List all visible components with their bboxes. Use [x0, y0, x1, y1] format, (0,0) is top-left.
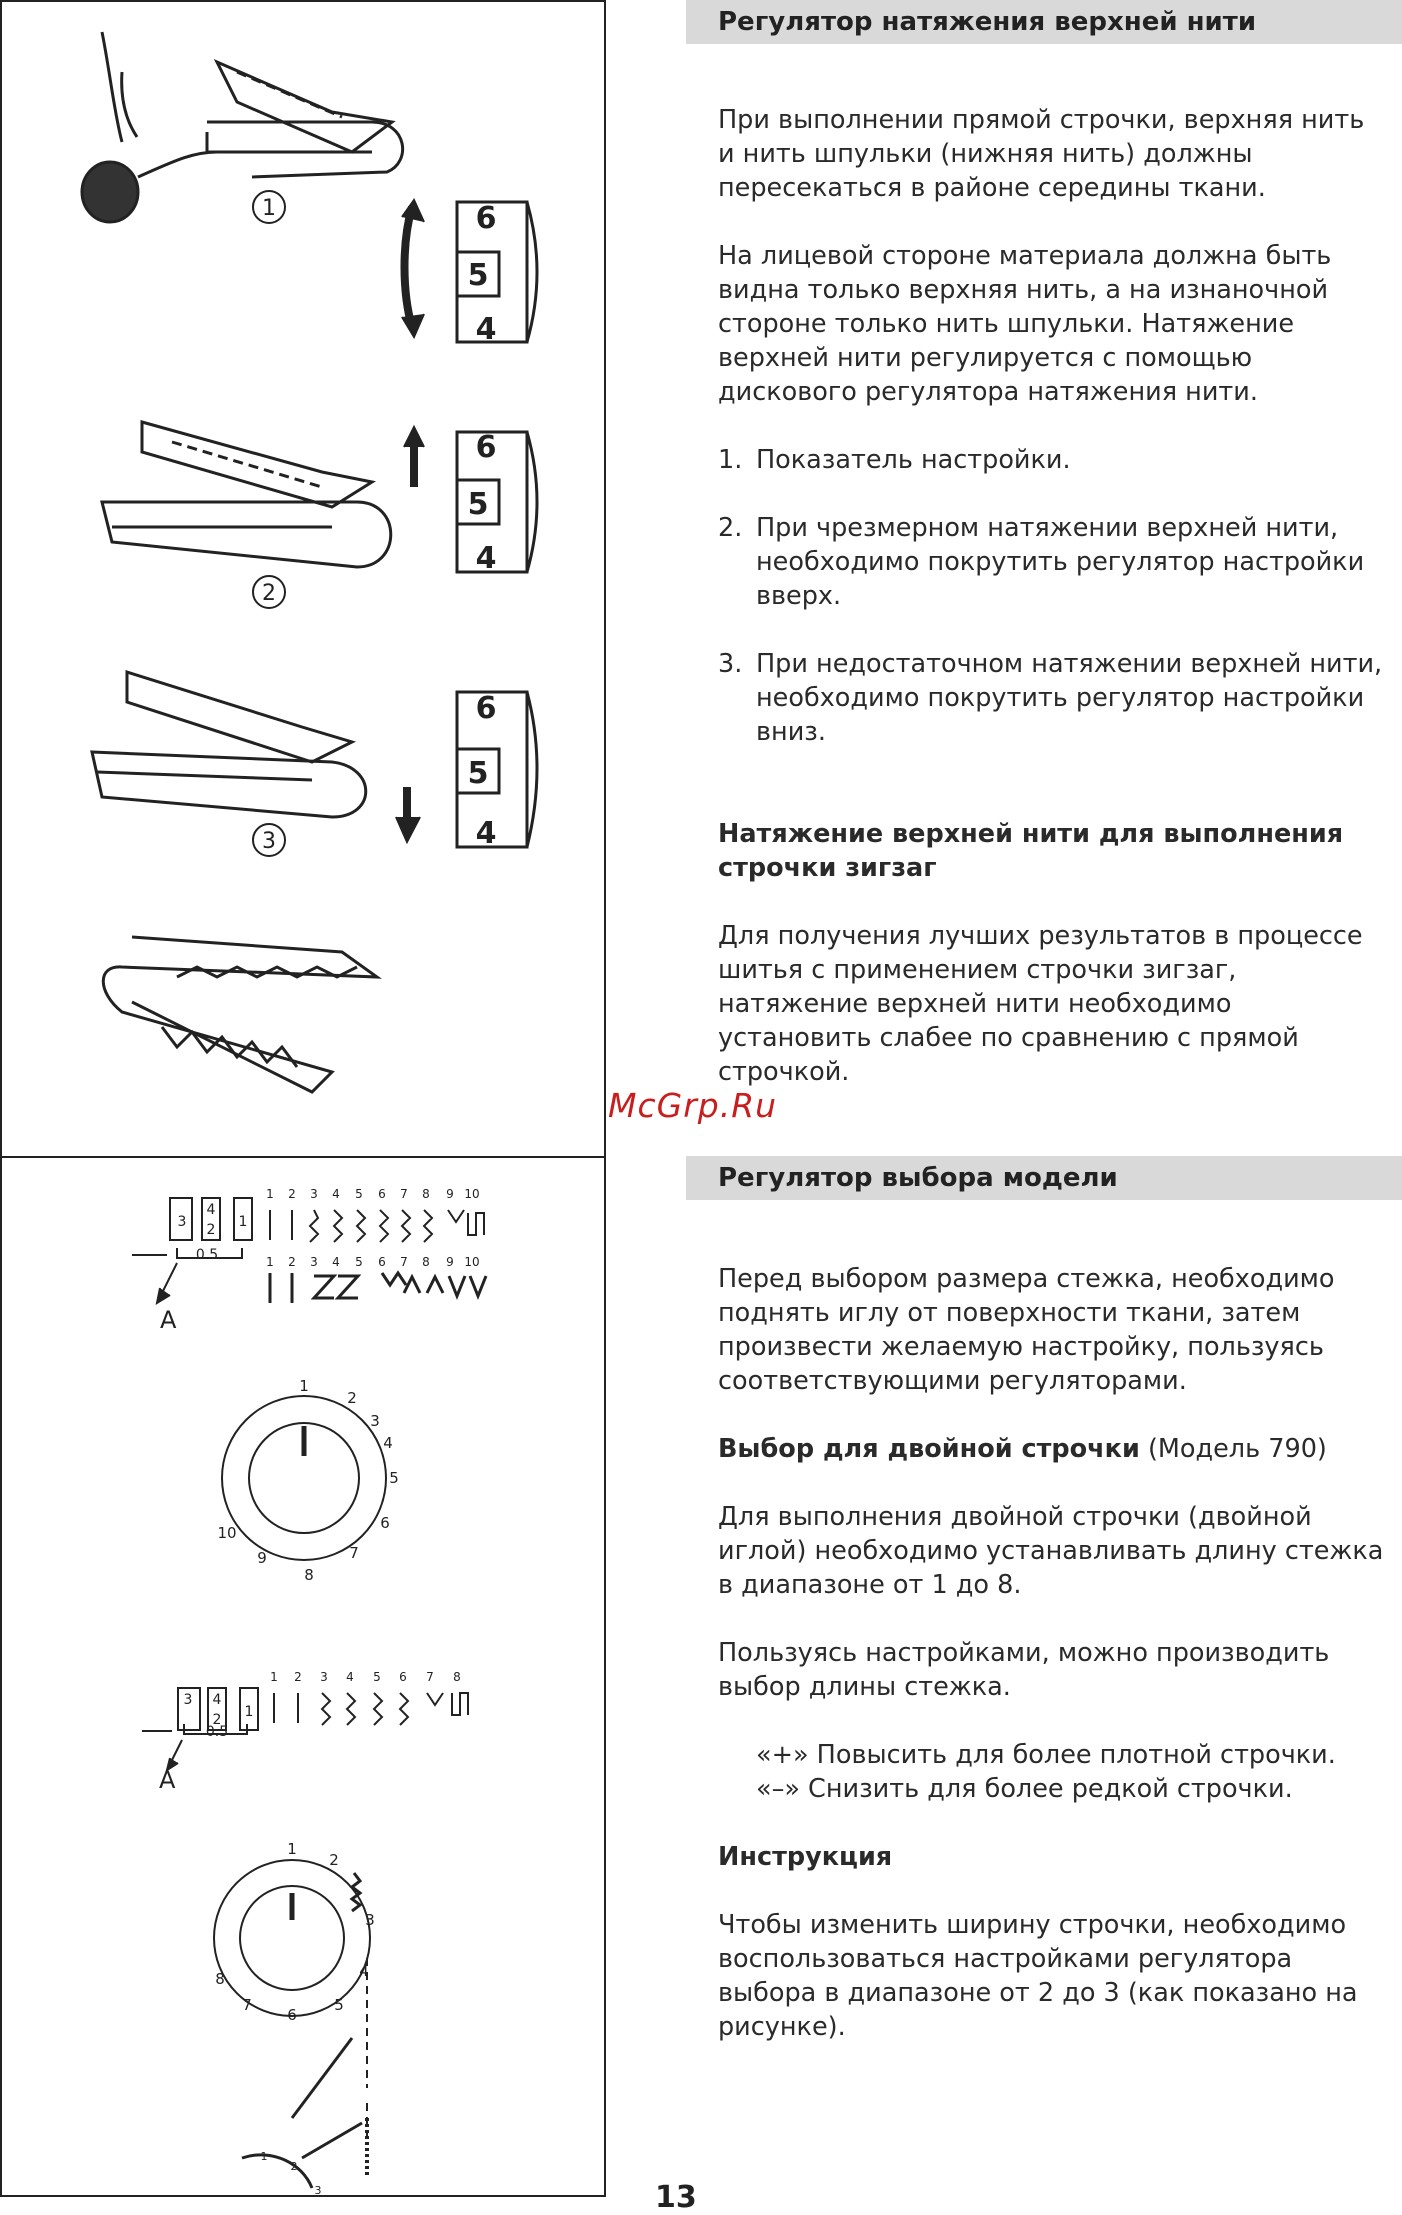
dial1-num-8: 8 — [304, 1566, 314, 1584]
upper-tension-para1: При выполнении прямой строчки, верхняя нить и нить шпульки (нижняя нить) должны пересекаться в районе середины ткани. — [718, 105, 1365, 203]
dial2-num-1: 1 — [287, 1840, 297, 1858]
tension-item-1-num: 1. — [718, 445, 743, 475]
dial2-num-4: 4 — [359, 1962, 369, 1980]
sel2-num-2: 2 — [294, 1670, 302, 1684]
tension-item-1 — [718, 443, 1388, 477]
sel2-num-8: 8 — [453, 1670, 461, 1684]
detail-num-2: 2 — [290, 2160, 298, 2173]
step-label-3: 3 — [262, 829, 276, 854]
sel1b-num-6: 6 — [378, 1255, 386, 1269]
dial1-num-4: 4 — [383, 1434, 393, 1452]
length-mark-1-2: 1 — [244, 1704, 254, 1720]
sel1-num-9: 9 — [446, 1187, 454, 1201]
sel1-num-5: 5 — [355, 1187, 363, 1201]
pattern-para3: Пользуясь настройками, можно производить выбор длины стежка. — [718, 1638, 1330, 1702]
tension-item-3-text: При недостаточном натяжении верхней нити, необходимо покрутить регулятор настройки вниз. — [756, 649, 1383, 747]
length-mark-4-2: 4 — [212, 1692, 222, 1708]
dial-label-bottom-2: 4 — [475, 541, 497, 576]
length-mark-1: 1 — [238, 1214, 248, 1230]
selector-illustrations-frame — [0, 1156, 606, 2197]
sel2-num-4: 4 — [346, 1670, 354, 1684]
double-stitch-line — [718, 1432, 1388, 1466]
zigzag-heading: Натяжение верхней нити для выполнения строчки зигзаг — [718, 819, 1344, 883]
dial-label-top-1: 6 — [475, 201, 497, 236]
zigzag-text: Для получения лучших результатов в процессе шитья с применением строчки зигзаг, натяжение верхней нити необходимо установить слабее по сравнению с прямой строчкой. — [718, 921, 1363, 1087]
dial2-num-3: 3 — [365, 1911, 375, 1929]
dial-label-mid-1: 5 — [467, 258, 489, 293]
upper-tension-para2: На лицевой стороне материала должна быть видна только верхняя нить, а на изнаночной стороне только нить шпульки. Натяжение верхней нити регулируется с помощью дискового регулятора натяжения нити. — [718, 241, 1332, 407]
point-a-1: A — [160, 1306, 177, 1334]
tension-dial-3 — [396, 692, 537, 847]
dial1-num-2: 2 — [347, 1389, 357, 1407]
scale-value-2: 0.5 — [205, 1724, 229, 1740]
sel2-num-7: 7 — [426, 1670, 434, 1684]
sel1b-num-8: 8 — [422, 1255, 430, 1269]
minus-line: «–» Снизить для более редкой строчки. — [756, 1774, 1293, 1804]
dial1-num-1: 1 — [299, 1377, 309, 1395]
point-a-2: A — [159, 1766, 176, 1794]
dial-label-mid-3: 5 — [467, 756, 489, 791]
dial-label-top-3: 6 — [475, 691, 497, 726]
watermark: McGrp.Ru — [608, 1086, 778, 1125]
sel2-num-3: 3 — [320, 1670, 328, 1684]
sel1-num-7: 7 — [400, 1187, 408, 1201]
tension-item-1-text: Показатель настройки. — [756, 445, 1071, 475]
length-mark-4: 4 — [206, 1202, 216, 1218]
dial1-num-7: 7 — [349, 1544, 359, 1562]
dial-label-bottom-1: 4 — [475, 312, 497, 347]
sel1b-num-1: 1 — [266, 1255, 274, 1269]
sel2-num-1: 1 — [270, 1670, 278, 1684]
sel1-num-4: 4 — [332, 1187, 340, 1201]
sel1-num-10: 10 — [464, 1187, 480, 1201]
pattern-selector-header: Регулятор выбора модели — [686, 1156, 1402, 1200]
sel1b-num-3: 3 — [310, 1255, 318, 1269]
double-stitch-heading: Выбор для двойной строчки — [718, 1434, 1140, 1464]
dial2-num-6: 6 — [287, 2006, 297, 2024]
dial1-num-5: 5 — [389, 1469, 399, 1487]
pattern-selector-body — [718, 1262, 1388, 2078]
upper-thread — [102, 32, 122, 142]
tension-illustrations — [2, 2, 608, 1160]
dial1-num-3: 3 — [370, 1412, 380, 1430]
sel1b-num-10: 10 — [464, 1255, 480, 1269]
length-mark-top-2: 3 — [183, 1692, 193, 1708]
upper-tension-body — [718, 103, 1388, 1123]
step-label-1: 1 — [262, 196, 276, 221]
detail-num-3: 3 — [314, 2184, 322, 2197]
bobbin-icon — [82, 162, 138, 222]
pattern-para2: Для выполнения двойной строчки (двойной иглой) необходимо устанавливать длину стежка в диапазоне от 1 до 8. — [718, 1502, 1384, 1600]
page-number: 13 — [655, 2180, 697, 2215]
dial2-num-2: 2 — [329, 1851, 339, 1869]
tension-item-3 — [718, 647, 1388, 749]
step-label-2: 2 — [262, 581, 276, 606]
length-mark-2: 2 — [206, 1222, 216, 1238]
sel2-num-6: 6 — [399, 1670, 407, 1684]
tension-item-2-text: При чрезмерном натяжении верхней нити, необходимо покрутить регулятор настройки вверх. — [756, 513, 1365, 611]
dial-label-bottom-3: 4 — [475, 816, 497, 851]
scale-value-1: 0.5 — [195, 1247, 219, 1263]
plus-line: «+» Повысить для более плотной строчки. — [756, 1740, 1336, 1770]
dial-label-top-2: 6 — [475, 430, 497, 465]
plus-minus — [718, 1738, 1388, 1806]
tension-item-2-num: 2. — [718, 513, 743, 543]
sel1-num-1: 1 — [266, 1187, 274, 1201]
tension-item-2 — [718, 511, 1388, 613]
sel1b-num-7: 7 — [400, 1255, 408, 1269]
sel1-num-6: 6 — [378, 1187, 386, 1201]
length-mark-top: 3 — [177, 1214, 187, 1230]
sel1b-num-4: 4 — [332, 1255, 340, 1269]
dial2-num-7: 7 — [242, 1996, 252, 2014]
sel1-num-2: 2 — [288, 1187, 296, 1201]
sel1-num-3: 3 — [310, 1187, 318, 1201]
dial-label-mid-2: 5 — [467, 487, 489, 522]
sel1-num-8: 8 — [422, 1187, 430, 1201]
dial1-num-6: 6 — [380, 1514, 390, 1532]
sel1b-num-9: 9 — [446, 1255, 454, 1269]
sel2-num-5: 5 — [373, 1670, 381, 1684]
instruction-text: Чтобы изменить ширину строчки, необходимо воспользоваться настройками регулятора выбора в диапазоне от 2 до 3 (как показано на рисунке). — [718, 1910, 1358, 2042]
tension-item-3-num: 3. — [718, 649, 743, 679]
selector-illustrations — [2, 1158, 608, 2199]
sel1b-num-2: 2 — [288, 1255, 296, 1269]
instruction-heading: Инструкция — [718, 1842, 893, 1872]
tension-illustrations-frame — [0, 0, 606, 1158]
pattern-dial-2 — [214, 1860, 370, 2016]
upper-tension-header: Регулятор натяжения верхней нити — [686, 0, 1402, 44]
double-stitch-model: (Модель 790) — [1147, 1434, 1327, 1464]
detail-num-1: 1 — [260, 2150, 268, 2163]
dial2-num-5: 5 — [334, 1996, 344, 2014]
dial1-num-9: 9 — [257, 1549, 267, 1567]
sel1b-num-5: 5 — [355, 1255, 363, 1269]
dial1-num-10: 10 — [217, 1524, 237, 1542]
dial2-num-8: 8 — [215, 1970, 225, 1988]
length-mark-2-2: 2 — [212, 1712, 222, 1728]
pattern-dial-1 — [222, 1396, 386, 1560]
pattern-para1: Перед выбором размера стежка, необходимо поднять иглу от поверхности ткани, затем произвести желаемую настройку, пользуясь соответствующими регуляторами. — [718, 1264, 1335, 1396]
